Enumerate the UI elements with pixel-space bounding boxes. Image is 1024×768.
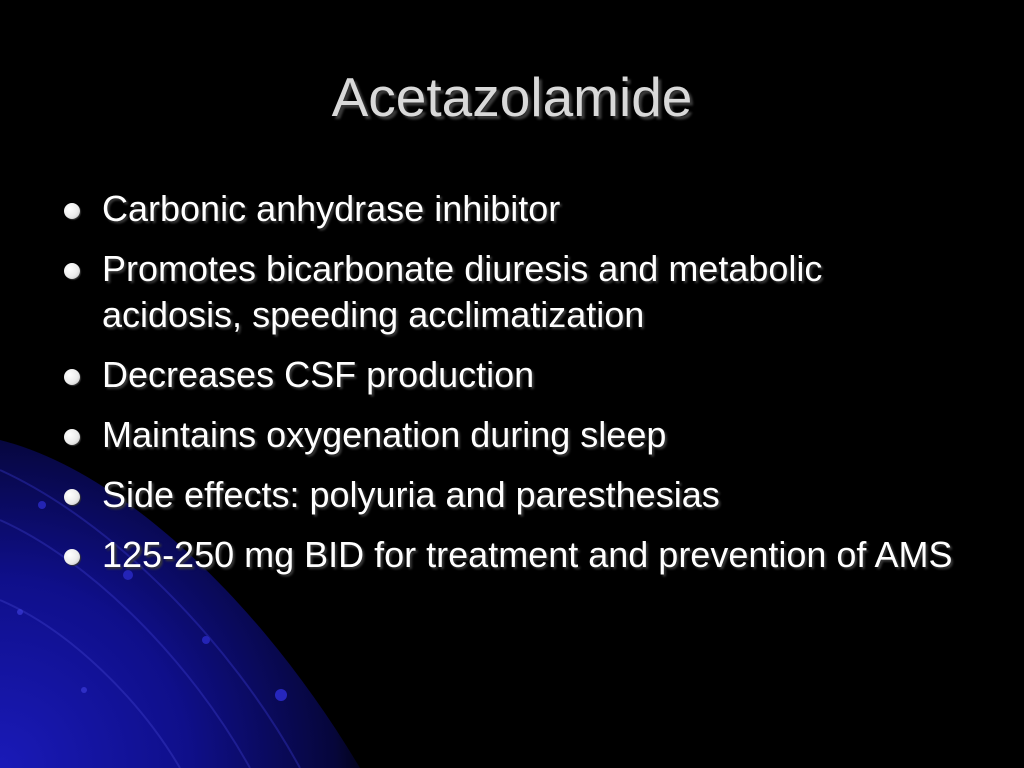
bullet-icon xyxy=(64,429,80,445)
bullet-text: Maintains oxygenation during sleep xyxy=(102,414,667,455)
bullet-icon xyxy=(64,369,80,385)
list-item xyxy=(62,246,962,338)
bullet-text: 125-250 mg BID for treatment and prevention of AMS xyxy=(102,534,953,575)
bullet-list xyxy=(62,186,962,592)
list-item xyxy=(62,186,962,232)
bullet-icon xyxy=(64,549,80,565)
bullet-icon xyxy=(64,203,80,219)
bullet-text: Side effects: polyuria and paresthesias xyxy=(102,474,720,515)
list-item xyxy=(62,412,962,458)
list-item xyxy=(62,352,962,398)
list-item xyxy=(62,472,962,518)
bullet-text: Carbonic anhydrase inhibitor xyxy=(102,188,561,229)
bullet-text: Decreases CSF production xyxy=(102,354,535,395)
list-item xyxy=(62,532,962,578)
bullet-icon xyxy=(64,263,80,279)
bullet-text: Promotes bicarbonate diuresis and metabolic acidosis, speeding acclimatization xyxy=(102,248,823,335)
bullet-icon xyxy=(64,489,80,505)
slide-title: Acetazolamide xyxy=(331,66,693,128)
